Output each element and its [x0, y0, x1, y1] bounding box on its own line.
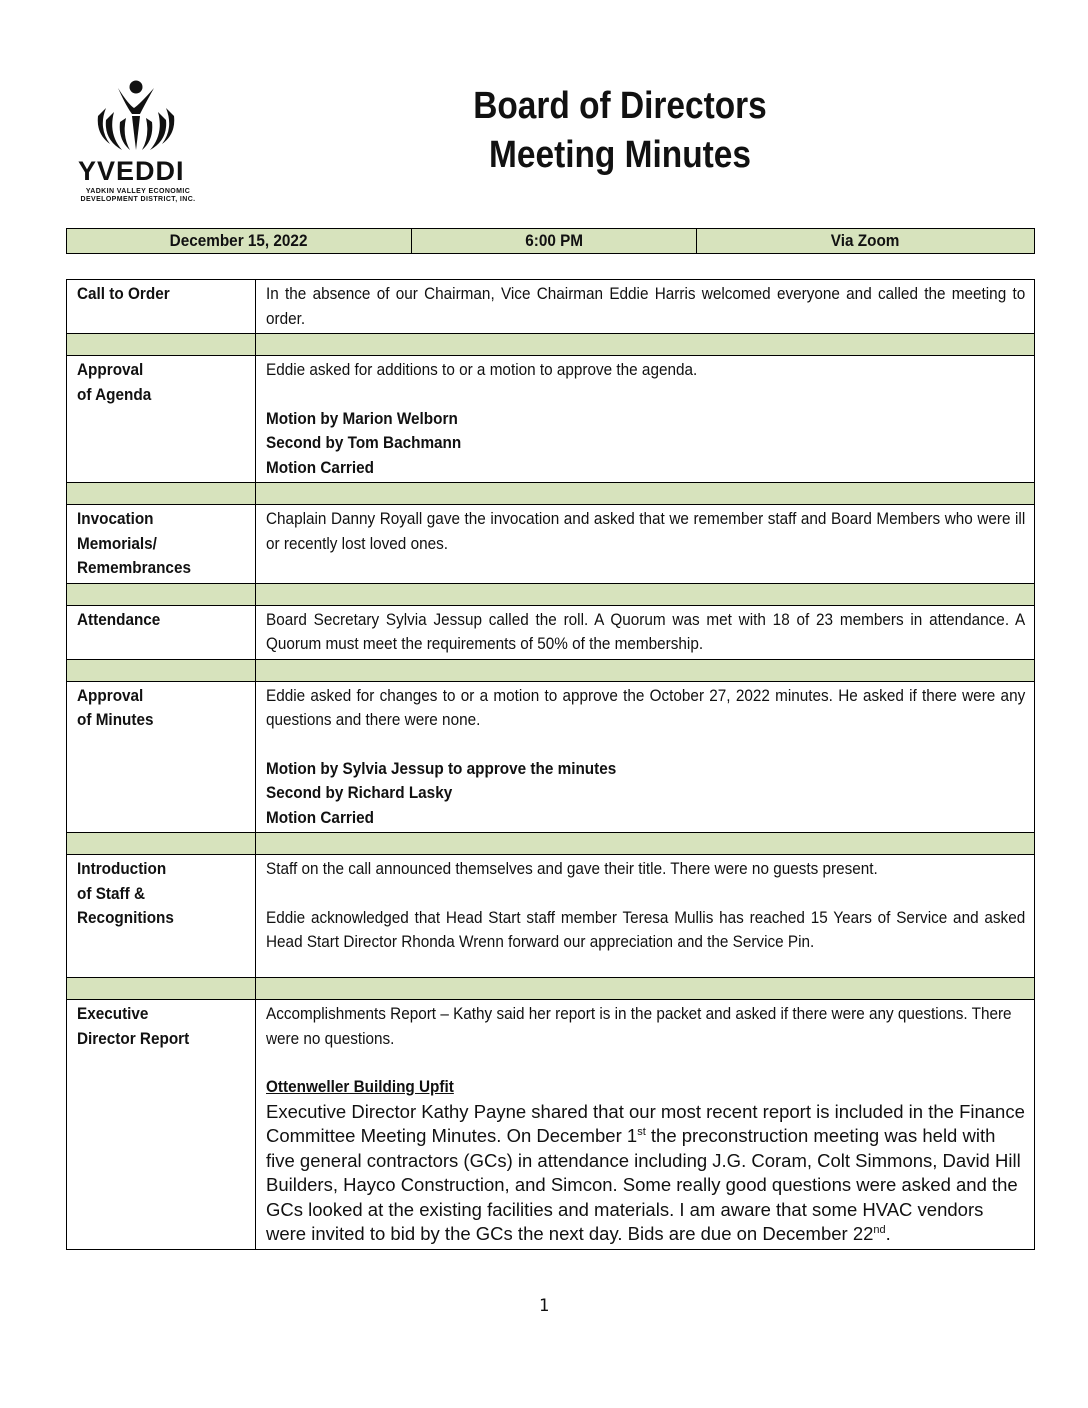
section-content: [256, 1000, 1035, 1250]
minutes-carried: Motion Carried: [266, 807, 374, 827]
meeting-location: Via Zoom: [831, 231, 900, 250]
label-line: Invocation: [77, 509, 154, 528]
label-line: Recognitions: [77, 908, 174, 927]
label-line: of Agenda: [77, 384, 152, 404]
section-label: [67, 1000, 256, 1250]
meeting-info-table: [66, 228, 1035, 254]
meeting-location-cell: [697, 229, 1035, 254]
section-content: [256, 855, 1035, 978]
ottenweller-paragraph: [266, 1100, 1026, 1247]
section-content: [256, 356, 1035, 483]
logo-subtitle-line1: YADKIN VALLEY ECONOMIC: [85, 188, 191, 195]
agenda-text: Eddie asked for additions to or a motion to approve the agenda.: [266, 360, 698, 379]
title-line1: Board of Directors: [473, 85, 767, 127]
label-call-to-order: Call to Order: [77, 284, 170, 303]
section-label: [67, 356, 256, 483]
executive-text1: Accomplishments Report – Kathy said her report is in the packet and asked if there were any questions. There were no questions.: [266, 1004, 1012, 1048]
label-line: Remembrances: [77, 558, 191, 577]
introduction-text2: Eddie acknowledged that Head Start staff member Teresa Mullis has reached 15 Years of Service and asked Head Start Director Rhonda Wrenn forward our appreciation and the Service Pin.: [266, 907, 1026, 951]
spacer-row: [67, 583, 1035, 605]
section-approval-of-agenda: [67, 356, 1035, 483]
meeting-date-cell: [67, 229, 412, 254]
introduction-text1: Staff on the call announced themselves and gave their title. There were no guests present.: [266, 859, 878, 878]
attendance-text: Board Secretary Sylvia Jessup called the roll. A Quorum was met with 18 of 23 members in attendance. A Quorum must meet the requirements of 50% of the membership.: [266, 609, 1026, 653]
meeting-time-cell: [412, 229, 697, 254]
section-label: [67, 681, 256, 833]
meeting-time: 6:00 PM: [525, 231, 583, 250]
logo-subtitle-line2: DEVELOPMENT DISTRICT, INC.: [80, 196, 196, 203]
agenda-second: Second by Tom Bachmann: [266, 433, 462, 452]
logo-name: YVEDDI: [78, 156, 185, 186]
section-content: [256, 605, 1035, 659]
label-line: Approval: [77, 360, 144, 379]
section-invocation: [67, 505, 1035, 584]
invocation-text: Chaplain Danny Royall gave the invocation and asked that we remember staff and Board Members who were ill or recently lost loved ones.: [266, 509, 1026, 553]
section-executive-director-report: [67, 1000, 1035, 1250]
minutes-text: Eddie asked for changes to or a motion to approve the October 27, 2022 minutes. He asked if there were any questions and there were none.: [266, 685, 1026, 729]
superscript-st: st: [637, 1125, 646, 1138]
label-line: Executive: [77, 1004, 149, 1023]
label-line: Introduction: [77, 859, 167, 878]
label-line: of Minutes: [77, 710, 154, 729]
minutes-second: Second by Richard Lasky: [266, 783, 453, 802]
page-number: 1: [538, 1296, 550, 1316]
label-line: Approval: [77, 685, 144, 705]
superscript-nd: nd: [873, 1223, 886, 1236]
document-title: [409, 82, 831, 180]
section-label: [67, 605, 256, 659]
spacer-row: [67, 833, 1035, 855]
section-label: [67, 855, 256, 978]
spacer-row: [67, 334, 1035, 356]
meeting-date: December 15, 2022: [170, 231, 308, 250]
title-line2: Meeting Minutes: [489, 134, 751, 176]
minutes-table: [66, 279, 1035, 1250]
label-attendance: Attendance: [77, 609, 161, 629]
agenda-carried: Motion Carried: [266, 457, 374, 477]
spacer-row: [67, 978, 1035, 1000]
section-content: [256, 280, 1035, 334]
section-label: [67, 505, 256, 584]
ottenweller-text-c: .: [885, 1223, 891, 1244]
agenda-motion: Motion by Marion Welborn: [266, 408, 458, 428]
minutes-motion: Motion by Sylvia Jessup to approve the minutes: [266, 758, 617, 778]
spacer-row: [67, 483, 1035, 505]
section-call-to-order: [67, 280, 1035, 334]
section-content: [256, 681, 1035, 833]
yveddi-logo: [72, 78, 212, 208]
logo-subtitle: [76, 188, 200, 204]
section-label: [67, 280, 256, 334]
logo-figure-icon: [96, 78, 176, 152]
section-attendance: [67, 605, 1035, 659]
section-introduction: [67, 855, 1035, 978]
label-line: Director Report: [77, 1028, 190, 1048]
ottenweller-text-a: Executive Director Kathy Payne shared that our most recent report is included in the Finance Committee Meeting Minutes. On December 1: [266, 1100, 1025, 1146]
ottenweller-text-b: the preconstruction meeting was held with five general contractors (GCs) in attendance including J.G. Coram, Colt Simmons, David Hill Builders, Hayco Construction, and Simcon. Some really good questions were asked and the GCs looked at the existing facilities and materials. I am aware that some HVAC vendors were invited to bid by the GCs the next day. Bids are due on December 22: [266, 1125, 1021, 1244]
section-content: [256, 505, 1035, 584]
section-approval-of-minutes: [67, 681, 1035, 833]
spacer-row: [67, 659, 1035, 681]
label-line: of Staff &: [77, 883, 145, 903]
ottenweller-subheading: Ottenweller Building Upfit: [266, 1077, 454, 1096]
call-to-order-text: In the absence of our Chairman, Vice Chairman Eddie Harris welcomed everyone and called the meeting to order.: [266, 284, 1026, 328]
label-line: Memorials/: [77, 533, 157, 553]
